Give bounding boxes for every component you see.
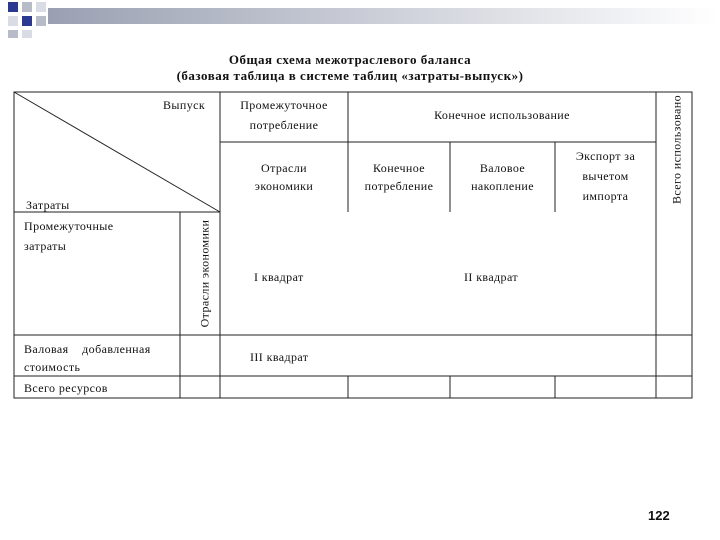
page-number: 122 [648,508,670,523]
final-consumption-line1: Конечное [373,161,425,175]
costs-label: Затраты [26,198,70,212]
intermediate-costs-line1: Промежуточные [24,219,114,233]
slide-title: Общая схема межотраслевого баланса [228,52,472,67]
intermediate-costs-line2: затраты [24,239,67,253]
gross-value-added-line2: стоимость [24,360,81,374]
export-line3: импорта [582,189,629,203]
slide-subtitle: (базовая таблица в системе таблиц «затраты-выпуск») [176,68,524,83]
quadrant-3: III квадрат [250,350,309,364]
gross-value-added-line1: Валовая добавленная [24,342,151,356]
export-line1: Экспорт за [575,149,636,163]
export-line2: вычетом [582,169,629,183]
intermediate-consumption-line1: Промежуточное [240,98,328,112]
intermediate-consumption-line2: потребление [249,118,319,132]
gross-accumulation-line2: накопление [471,179,534,193]
industries-line1: Отрасли [261,161,307,175]
quadrant-2: II квадрат [464,270,519,284]
industries-vertical-label: Отрасли экономики [197,219,212,328]
output-label: Выпуск [163,98,206,112]
final-use-header: Конечное использование [434,108,570,122]
final-consumption-line2: потребление [364,179,434,193]
gross-accumulation-line1: Валовое [479,161,526,175]
total-used-header: Всего использовано [669,94,684,205]
industries-line2: экономики [254,179,314,193]
quadrant-1: I квадрат [254,270,304,284]
total-resources-label: Всего ресурсов [24,381,108,395]
